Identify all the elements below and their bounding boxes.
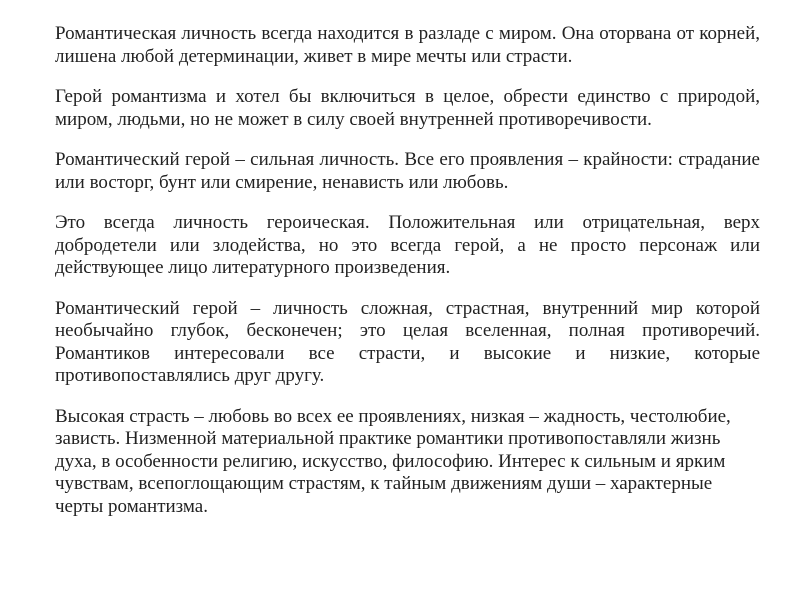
paragraph-1: Романтическая личность всегда находится в разладе с миром. Она оторвана от корней, лишена любой детерминации, живет в мире мечты или страсти.	[55, 23, 760, 67]
paragraph-3: Романтический герой – сильная личность. Все его проявления – крайности: страдание или восторг, бунт или смирение, ненависть или любовь.	[55, 149, 760, 193]
paragraph-2: Герой романтизма и хотел бы включиться в целое, обрести единство с природой, миром, людьми, но не может в силу своей внутренней противоречивости.	[55, 86, 760, 130]
paragraph-5: Романтический герой – личность сложная, страстная, внутренний мир которой необычайно глубок, бесконечен; это целая вселенная, полная противоречий. Романтиков интересовали все страсти, и высокие и низкие, которые противопоставлялись друг другу.	[55, 297, 760, 386]
paragraph-4: Это всегда личность героическая. Положительная или отрицательная, верх добродетели или злодейства, но это всегда герой, а не просто персонаж или действующее лицо литературного произведения.	[55, 212, 760, 278]
paragraph-6: Высокая страсть – любовь во всех ее проявлениях, низкая – жадность, честолюбие, зависть. Низменной материальной практике романтики противопоставляли жизнь духа, в особенности религию, искусство, философию. Интерес к сильным и ярким чувствам, всепоглощающим страстям, к тайным движениям души – характерные черты романтизма.	[55, 405, 731, 517]
